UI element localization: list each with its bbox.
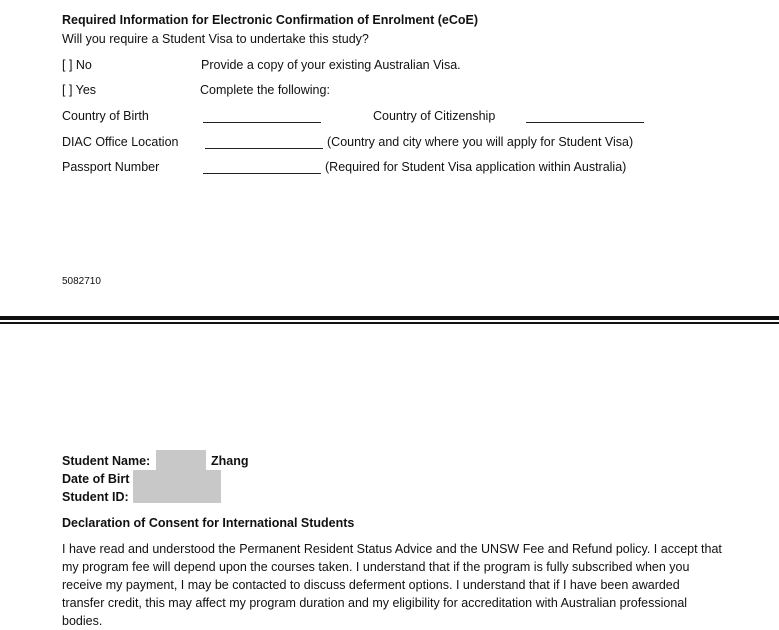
page-break-line-thick	[0, 316, 779, 320]
country-of-citizenship-field[interactable]	[526, 122, 644, 123]
declaration-body: I have read and understood the Permanent Resident Status Advice and the UNSW Fee and Refund policy. I accept that my program fee will depend upon the courses taken. I understand that if the program is fully subscribed when you receive my payment, I may be contacted to discuss deferment options. I understand that if I have been awarded transfer credit, this may affect my program duration and my eligibility for accreditation with Australian professional bodies.	[62, 542, 722, 628]
student-id-label: Student ID:	[62, 490, 129, 504]
passport-number-label: Passport Number	[62, 160, 160, 174]
student-surname: Zhang	[211, 454, 249, 468]
country-of-birth-label: Country of Birth	[62, 109, 149, 123]
option-yes-checkbox[interactable]: [ ] Yes	[62, 83, 97, 97]
page-break-line-thin	[0, 322, 779, 324]
ecoe-heading: Required Information for Electronic Confirmation of Enrolment (eCoE)	[62, 13, 478, 27]
diac-office-field[interactable]	[205, 148, 323, 149]
declaration-heading: Declaration of Consent for International Students	[62, 516, 355, 530]
country-of-birth-field[interactable]	[203, 122, 321, 123]
date-of-birth-label: Date of Birt	[62, 472, 130, 486]
option-yes-instruction: Complete the following:	[200, 83, 330, 97]
redacted-given-name	[156, 450, 206, 471]
document-code: 5082710	[62, 276, 101, 287]
option-no-instruction: Provide a copy of your existing Australian Visa.	[201, 58, 461, 72]
diac-office-note: (Country and city where you will apply for Student Visa)	[327, 135, 634, 149]
student-name-label: Student Name:	[62, 454, 151, 468]
option-no-checkbox[interactable]: [ ] No	[62, 58, 92, 72]
passport-number-note: (Required for Student Visa application within Australia)	[325, 160, 627, 174]
country-of-citizenship-label: Country of Citizenship	[373, 109, 496, 123]
passport-number-field[interactable]	[203, 173, 321, 174]
visa-question: Will you require a Student Visa to undertake this study?	[62, 32, 369, 46]
diac-office-label: DIAC Office Location	[62, 135, 179, 149]
redacted-dob-and-id	[133, 470, 221, 503]
